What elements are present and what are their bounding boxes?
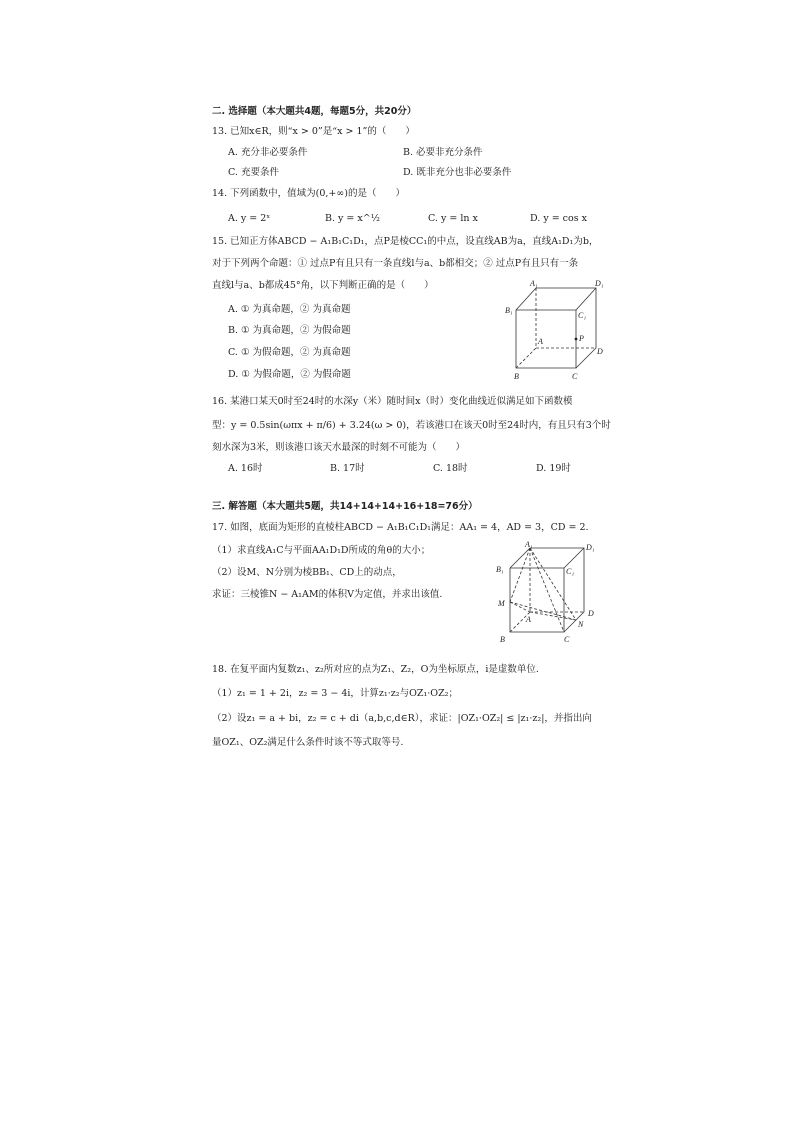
section-title-choice: 二. 选择题（本大题共4题，每题5分，共20分）: [212, 106, 417, 117]
label-c: C: [572, 372, 578, 381]
cube-edge-b1a1: [516, 288, 536, 310]
cube-figure-q15: [500, 278, 612, 384]
question-15-option-c: C. ① 为假命题，② 为真命题: [228, 347, 351, 358]
question-14-option-c: C. y = ln x: [428, 213, 478, 224]
question-15-option-d: D. ① 为假命题，② 为假命题: [228, 369, 351, 380]
question-16-stem-line-2: 型：y = 0.5sin(ωπx + π/6) + 3.24(ω > 0)，若该港口在该天0时至24时内，有且只有3个时: [212, 420, 611, 431]
label-d1: D₁: [586, 543, 595, 552]
question-16-option-d: D. 19时: [536, 463, 571, 474]
question-17-part-1: （1）求直线A₁C与平面AA₁D₁D所成的角θ的大小；: [212, 545, 431, 556]
label-b: B: [500, 635, 505, 644]
label-d: D: [597, 347, 603, 356]
question-17-part-2: （2）设M、N分别为棱BB₁、CD上的动点，: [212, 567, 402, 578]
cube-hidden-edge-ab: [516, 348, 536, 368]
cube-edge-cd: [576, 348, 596, 368]
question-18-part-2-cont: 量OZ₁、OZ₂满足什么条件时该不等式取等号.: [212, 737, 404, 748]
pyramid-edge-a1m: [510, 548, 530, 602]
question-16-option-a: A. 16时: [228, 463, 263, 474]
question-13-option-c: C. 充要条件: [228, 167, 279, 178]
prism-edge-c1d1: [564, 548, 584, 568]
label-a: A: [526, 615, 531, 624]
question-15-option-a: A. ① 为真命题，② 为真命题: [228, 304, 351, 315]
question-13-stem: 13. 已知x∈R，则“x > 0”是“x > 1”的（ ）: [212, 126, 415, 137]
label-c1: C₁: [566, 567, 575, 576]
label-b1: B₁: [505, 306, 513, 315]
label-d1: D₁: [595, 279, 604, 288]
prism-figure-q17: [490, 540, 605, 646]
label-p: P: [579, 334, 584, 343]
point-p-dot: [575, 338, 578, 341]
prism-edge-b1a1: [510, 548, 530, 568]
question-14-option-b: B. y = x^½: [325, 213, 380, 224]
cube-edge-c1d1: [576, 288, 596, 310]
question-16-stem-line-3: 刻水深为3米，则该港口该天水最深的时刻不可能为（ ）: [212, 442, 466, 453]
label-c: C: [564, 635, 570, 644]
question-16-option-b: B. 17时: [330, 463, 365, 474]
question-18-part-2: （2）设z₁ = a + bi，z₂ = c + di（a,b,c,d∈R），求证：|OZ₁·OZ₂| ≤ |z₁·z₂|，并指出向: [212, 713, 592, 724]
label-a1: A₁: [530, 279, 538, 288]
label-b1: B₁: [496, 565, 504, 574]
label-b: B: [514, 372, 519, 381]
prism-back-edges: [530, 548, 584, 612]
question-17-part-2-proof: 求证：三棱锥N − A₁AM的体积V为定值，并求出该值.: [212, 589, 443, 600]
label-n: N: [578, 620, 584, 629]
question-14-option-a: A. y = 2ˣ: [228, 213, 271, 224]
question-13-option-a: A. 充分非必要条件: [228, 147, 308, 158]
question-15-stem-line-2: 对于下列两个命题：① 过点P有且只有一条直线l与a、b都相交；② 过点P有且只有一条: [212, 258, 579, 269]
question-18-part-1: （1）z₁ = 1 + 2i，z₂ = 3 − 4i，计算z₁·z₂与OZ₁·OZ₂；: [212, 688, 458, 699]
diagonal-a1c: [530, 548, 564, 632]
question-18-line-1: 18. 在复平面内复数z₁、z₂所对应的点为Z₁、Z₂，O为坐标原点，i是虚数单位.: [212, 664, 539, 675]
question-16-stem-line-1: 16. 某港口某天0时至24时的水深y（米）随时间x（时）变化曲线近似满足如下函数模: [212, 396, 573, 407]
question-13-option-d: D. 既非充分也非必要条件: [403, 167, 512, 178]
prism-front-face: [510, 568, 564, 632]
label-m: M: [498, 599, 505, 608]
pyramid-edge-an: [530, 612, 576, 620]
section-title-solutions: 三. 解答题（本大题共5题，共14+14+14+16+18=76分）: [212, 501, 478, 512]
question-17-line-1: 17. 如图，底面为矩形的直棱柱ABCD − A₁B₁C₁D₁满足：AA₁ = 4，AD = 3，CD = 2.: [212, 522, 589, 533]
question-15-stem-line-3: 直线l与a、b都成45°角，以下判断正确的是（ ）: [212, 280, 434, 291]
question-13-option-b: B. 必要非充分条件: [403, 147, 483, 158]
question-16-option-c: C. 18时: [433, 463, 468, 474]
label-c1: C₁: [578, 311, 587, 320]
question-15-stem-line-1: 15. 已知正方体ABCD − A₁B₁C₁D₁，点P是棱CC₁的中点，设直线AB为a，直线A₁D₁为b，: [212, 236, 599, 247]
cube-back-edges: [536, 288, 596, 348]
question-14-stem: 14. 下列函数中，值域为(0,+∞)的是（ ）: [212, 188, 405, 199]
question-14-option-d: D. y = cos x: [530, 213, 587, 224]
question-15-option-b: B. ① 为真命题，② 为假命题: [228, 325, 351, 336]
label-d: D: [588, 609, 594, 618]
label-a1: A₁: [525, 540, 533, 549]
label-a: A: [538, 337, 543, 346]
